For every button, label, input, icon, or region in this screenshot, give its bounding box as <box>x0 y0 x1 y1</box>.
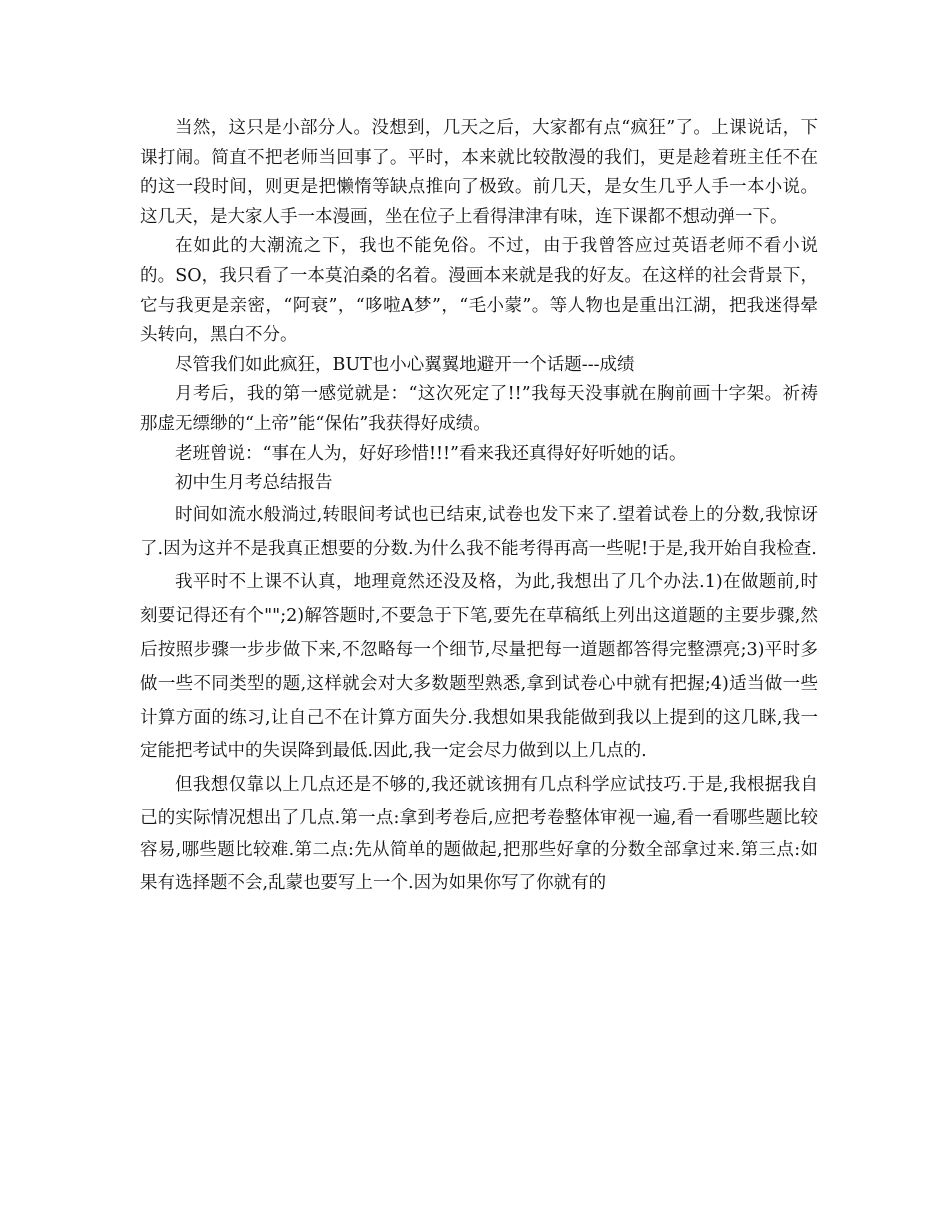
document-body <box>140 114 818 899</box>
paragraph-1: 当然，这只是小部分人。没想到，几天之后，大家都有点“疯狂”了。上课说话，下课打闹。简直不把老师当回事了。平时，本来就比较散漫的我们，更是趁着班主任不在的这一段时间，则更是把懒惰等缺点推向了极致。前几天，是女生几乎人手一本小说。这几天，是大家人手一本漫画，坐在位子上看得津津有味，连下课都不想动弹一下。 <box>140 118 818 227</box>
paragraph-2: 在如此的大潮流之下，我也不能免俗。不过，由于我曾答应过英语老师不看小说的。SO，我只看了一本莫泊桑的名着。漫画本来就是我的好友。在这样的社会背景下，它与我更是亲密，“阿衰”，“哆啦A梦”，“毛小蒙”。等人物也是重出江湖，把我迷得晕头转向，黑白不分。 <box>140 236 818 346</box>
paragraph-5: 老班曾说：“事在人为，好好珍惜!!!”看来我还真得好好听她的话。 <box>175 443 687 464</box>
paragraph-6: 时间如流水般淌过,转眼间考试也已结束,试卷也发下来了.望着试卷上的分数,我惊讶了.因为这并不是我真正想要的分数.为什么我不能考得再高一些呢!于是,我开始自我检查. <box>140 504 818 559</box>
paragraph-8: 但我想仅靠以上几点还是不够的,我还就该拥有几点科学应试技巧.于是,我根据我自己的实际情况想出了几点.第一点:拿到考卷后,应把考卷整体审视一遍,看一看哪些题比较容易,哪些题比较难.第二点:先从简单的题做起,把那些好拿的分数全部拿过来.第三点:如果有选择题不会,乱蒙也要写上一个.因为如果你写了你就有的 <box>140 775 818 893</box>
paragraph-4: 月考后，我的第一感觉就是：“这次死定了!!”我每天没事就在胸前画十字架。祈祷那虚无缥缈的“上帝”能“保佑”我获得好成绩。 <box>140 384 818 434</box>
paragraph-3: 尽管我们如此疯狂，BUT也小心翼翼地避开一个话题---成绩 <box>175 354 635 375</box>
section-heading: 初中生月考总结报告 <box>175 473 333 494</box>
paragraph-7: 我平时不上课不认真，地理竟然还没及格，为此,我想出了几个办法.1)在做题前,时刻要记得还有个"";2)解答题时,不要急于下笔,要先在草稿纸上列出这道题的主要步骤,然后按照步骤一步步做下来,不忽略每一个细节,尽量把每一道题都答得完整漂亮;3)平时多做一些不同类型的题,这样就会对大多数题型熟悉,拿到试卷心中就有把握;4)适当做一些计算方面的练习,让自己不在计算方面失分.我想如果我能做到我以上提到的这几眯,我一定能把考试中的失误降到最低.因此,我一定会尽力做到以上几点的. <box>140 572 818 762</box>
